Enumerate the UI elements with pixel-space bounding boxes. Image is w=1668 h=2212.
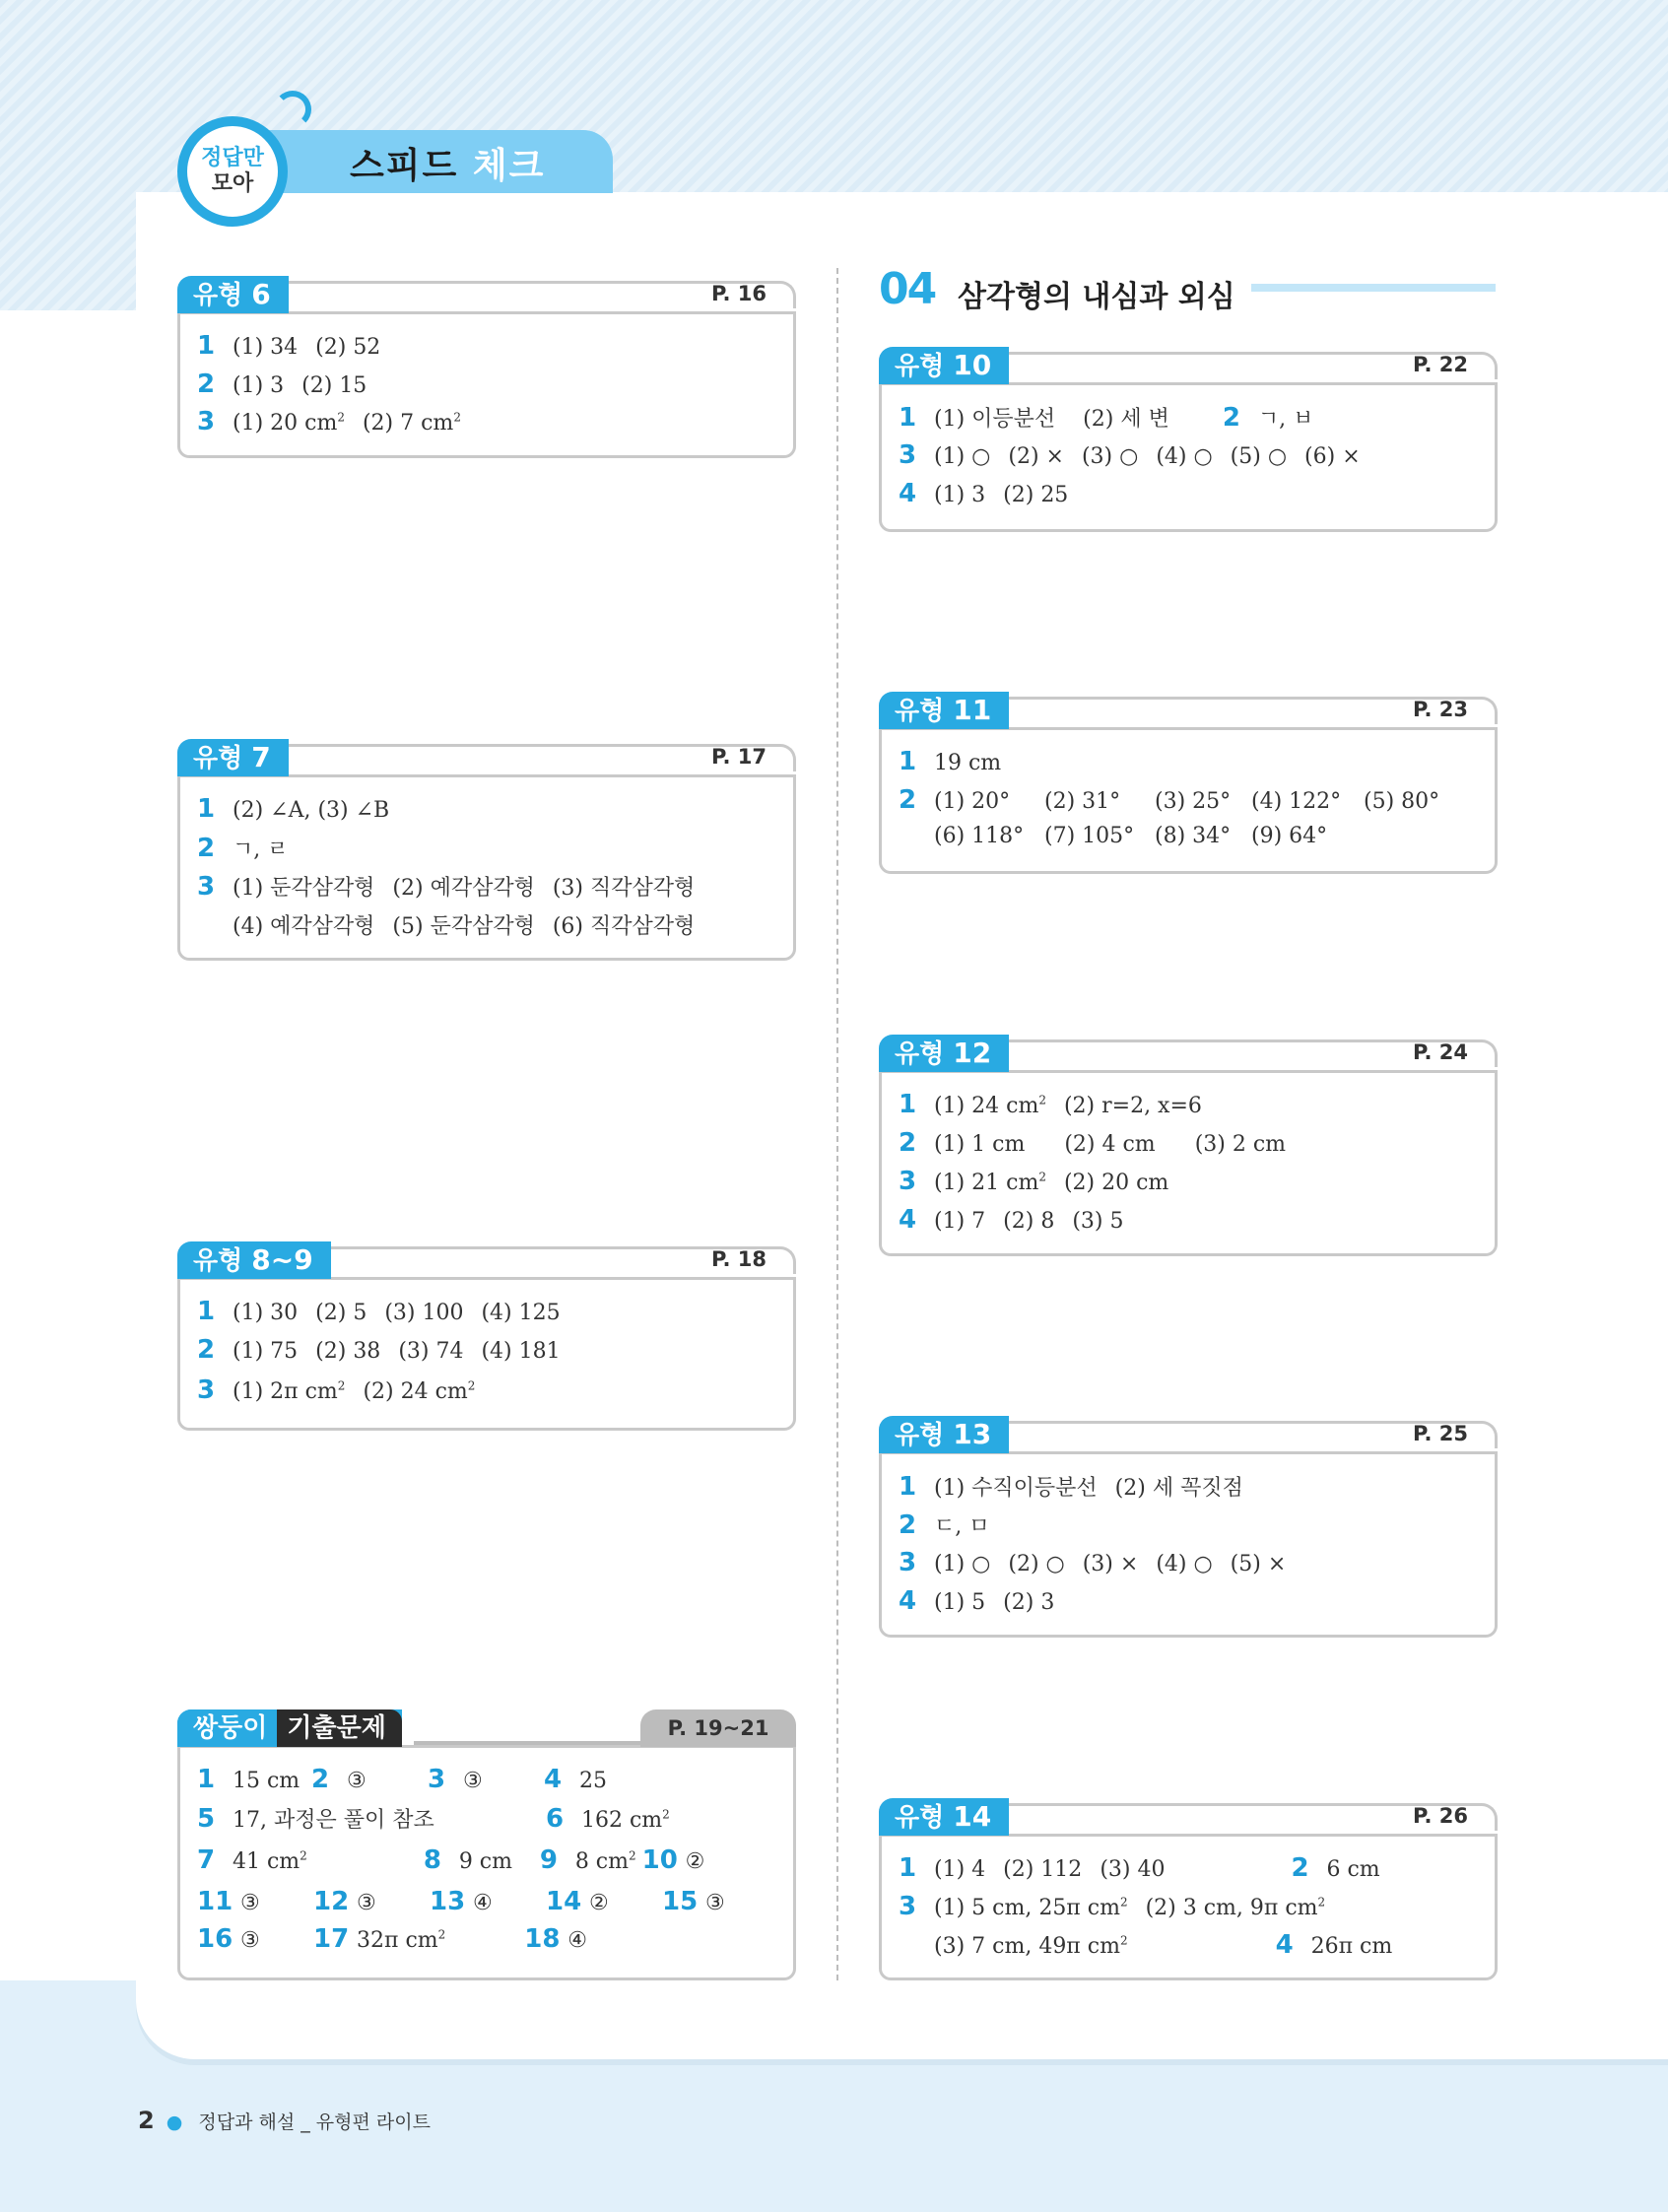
swirl-icon — [274, 91, 311, 128]
title-part-a: 스피드 — [350, 146, 459, 186]
answer-row: (4) 예각삼각형 (5) 둔각삼각형 (6) 직각삼각형 — [233, 914, 696, 939]
answer-row: (6) 118° (7) 105° (8) 34° (9) 64° — [934, 824, 1328, 848]
answer-row: 1 (1) 34 (2) 52 — [197, 331, 381, 361]
page-title — [350, 138, 545, 188]
page-footer — [138, 2107, 431, 2134]
page-ref: P. 22 — [1412, 353, 1468, 376]
answer-row: (3) 7 cm, 49π $cm^2$ 4 26π cm — [934, 1930, 1393, 1960]
answer-row: 7 41 $cm^2$ 8 9 cm 9 8 $cm^2$ 10 ② — [197, 1845, 705, 1875]
answer-row: 5 17, 과정은 풀이 참조 6 162 $cm^2$ — [197, 1804, 670, 1834]
answer-row: 1 (1) 4 (2) 112 (3) 40 2 6 cm — [899, 1853, 1380, 1883]
answer-box-type14 — [879, 1798, 1498, 1980]
answer-row: 3 (1) 21 $cm^2$ (2) 20 cm — [899, 1167, 1169, 1196]
page-ref: P. 16 — [710, 282, 767, 305]
answer-row: 3 (1) ○ (2) × (3) ○ (4) ○ (5) ○ (6) × — [899, 440, 1361, 470]
column-divider — [836, 268, 838, 1980]
answer-row: 3 (1) 2π $cm^2$ (2) 24 $cm^2$ — [197, 1375, 476, 1405]
answer-box-type7 — [177, 739, 796, 961]
answer-box-type13 — [879, 1416, 1498, 1638]
page-ref: P. 19~21 — [640, 1709, 796, 1747]
section-title: 삼각형의 내심과 외심 — [958, 280, 1235, 314]
answer-row: 2 (1) 3 (2) 15 — [197, 369, 367, 399]
answer-box-type10 — [879, 347, 1498, 532]
type-tag: 유형 12 — [879, 1035, 1009, 1072]
page-ref: P. 18 — [710, 1247, 767, 1271]
answer-row: 2 (1) 20° (2) 31° (3) 25° (4) 122° (5) 80° — [899, 785, 1440, 815]
answer-row: 1 (1) 수직이등분선 (2) 세 꼭짓점 — [899, 1472, 1243, 1502]
answer-row: 1 (2) ∠A, (3) ∠B — [197, 794, 390, 824]
answer-box-twin-exam — [177, 1709, 796, 1980]
answer-row: 3 (1) 20 $cm^2$ (2) 7 $cm^2$ — [197, 407, 461, 436]
answer-row: 1 (1) 24 $cm^2$ (2) r=2, x=6 — [899, 1090, 1202, 1119]
answer-row: 16 ③ 17 32π $cm^2$ 18 ④ — [197, 1924, 588, 1954]
badge-line2: 모아 — [211, 171, 254, 196]
answer-row: 2 ㄷ, ㅁ — [899, 1510, 990, 1540]
answer-box-type12 — [879, 1035, 1498, 1256]
answer-box-type6 — [177, 276, 796, 458]
answer-row: 3 (1) ○ (2) ○ (3) × (4) ○ (5) × — [899, 1548, 1287, 1577]
answer-row: 1 19 cm — [899, 747, 1002, 776]
type-tag: 유형 11 — [879, 692, 1009, 729]
twin-tag: 쌍둥이 기출문제 — [177, 1709, 402, 1747]
answer-row: 2 ㄱ, ㄹ — [197, 834, 289, 863]
answer-badge — [177, 116, 288, 227]
type-tag: 유형 8~9 — [177, 1241, 331, 1279]
type-tag: 유형 13 — [879, 1416, 1009, 1453]
answer-row: 2 (1) 75 (2) 38 (3) 74 (4) 181 — [197, 1335, 561, 1365]
page-ref: P. 23 — [1412, 698, 1468, 721]
answer-row: 11 ③ 12 ③ 13 ④ 14 ② 15 ③ — [197, 1887, 725, 1916]
page-ref: P. 17 — [710, 745, 767, 769]
page-ref: P. 24 — [1412, 1040, 1468, 1064]
answer-row: 3 (1) 둔각삼각형 (2) 예각삼각형 (3) 직각삼각형 — [197, 872, 696, 902]
answer-row: 1 (1) 이등분선 (2) 세 변 2 ㄱ, ㅂ — [899, 403, 1314, 433]
type-tag: 유형 10 — [879, 347, 1009, 384]
type-tag: 유형 14 — [879, 1798, 1009, 1836]
answer-row: 1 15 cm 2 ③ 3 ③ 4 25 — [197, 1765, 607, 1794]
answer-row: 3 (1) 5 cm, 25π $cm^2$ (2) 3 cm, 9π $cm^2$ — [899, 1892, 1326, 1921]
page-ref: P. 25 — [1412, 1422, 1468, 1445]
answer-row: 1 (1) 30 (2) 5 (3) 100 (4) 125 — [197, 1297, 561, 1326]
title-part-b: 체크 — [472, 146, 546, 186]
section-number: 04 — [879, 264, 936, 314]
bullet-icon: ● — [166, 2111, 183, 2133]
type-tag: 유형 7 — [177, 739, 289, 776]
answer-box-type11 — [879, 692, 1498, 874]
answer-row: 4 (1) 3 (2) 25 — [899, 479, 1069, 508]
page-ref: P. 26 — [1412, 1804, 1468, 1828]
answer-box-type8-9 — [177, 1241, 796, 1431]
answer-row: 4 (1) 5 (2) 3 — [899, 1586, 1055, 1616]
page-number: 2 — [138, 2107, 155, 2134]
answer-row: 2 (1) 1 cm (2) 4 cm (3) 2 cm — [899, 1128, 1287, 1158]
badge-line1: 정답만 — [201, 146, 264, 170]
section-rule — [1251, 284, 1496, 292]
type-tag: 유형 6 — [177, 276, 289, 313]
answer-row: 4 (1) 7 (2) 8 (3) 5 — [899, 1205, 1124, 1235]
footer-text: 정답과 해설 _ 유형편 라이트 — [198, 2111, 431, 2133]
